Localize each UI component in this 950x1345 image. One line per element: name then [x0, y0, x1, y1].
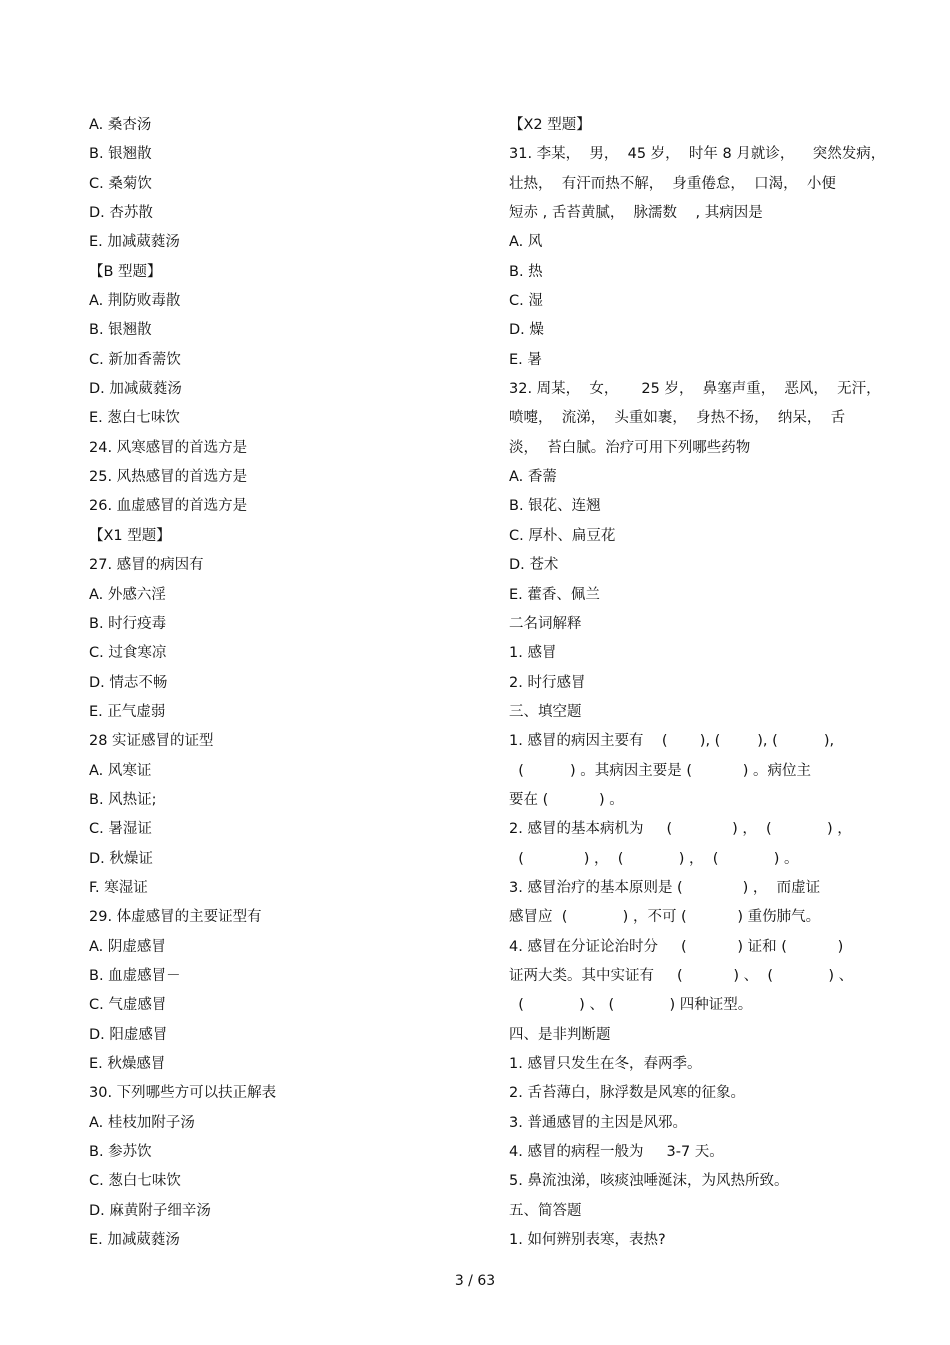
left-column-line: F. 寒湿证 — [89, 879, 148, 896]
right-column-line: 喷嚏， 流涕， 头重如裹， 身热不扬， 纳呆， 舌 — [509, 410, 846, 427]
left-column-line: E. 加减葳蕤汤 — [89, 1232, 180, 1249]
right-column-line: 31. 李某， 男， 45 岁， 时年 8 月就诊， 突然发病， — [509, 146, 886, 163]
left-column-line: E. 正气虚弱 — [89, 703, 166, 720]
left-column-line: 28 实证感冒的证型 — [89, 733, 214, 750]
left-column-line: A. 阴虚感冒 — [89, 938, 166, 955]
left-column-line: 【X1 型题】 — [89, 527, 171, 544]
right-column-line: 2. 舌苔薄白，脉浮数是风寒的征象。 — [509, 1085, 745, 1102]
right-column-line: 1. 感冒只发生在冬，春两季。 — [509, 1056, 702, 1072]
left-column-line: C. 暑湿证 — [89, 821, 152, 838]
left-column-line: D. 加减葳蕤汤 — [89, 381, 182, 398]
right-column-line: 5. 鼻流浊涕，咳痰浊唾涎沫，为风热所致。 — [509, 1173, 789, 1190]
right-column-line: 1. 如何辨别表寒，表热? — [509, 1232, 666, 1249]
left-column — [89, 114, 469, 1258]
left-column-line: 26. 血虚感冒的首选方是 — [89, 498, 248, 515]
right-column-line: 证两大类。其中实证有 ( ) 、 ( ) 、 — [509, 967, 854, 984]
right-column-line: ( ) ， ( ) ， ( ) 。 — [509, 850, 799, 867]
left-column-line: D. 麻黄附子细辛汤 — [89, 1202, 211, 1219]
right-column-line: 要在 ( ) 。 — [509, 791, 624, 808]
right-column-line: C. 厚朴、扁豆花 — [509, 527, 616, 544]
left-column-line: 24. 风寒感冒的首选方是 — [89, 439, 248, 456]
left-column-line: E. 葱白七味饮 — [89, 410, 180, 427]
right-column-line: E. 藿香、佩兰 — [509, 586, 600, 603]
left-column-line: D. 阳虚感冒 — [89, 1026, 168, 1043]
right-column-line: 【X2 型题】 — [509, 117, 591, 133]
right-column-line: E. 暑 — [509, 351, 542, 368]
right-column-line: B. 银花、连翘 — [509, 498, 601, 515]
left-column-line: B. 风热证; — [89, 791, 157, 808]
left-column-line: C. 葱白七味饮 — [89, 1173, 181, 1190]
right-column-line: B. 热 — [509, 263, 543, 280]
left-column-line: A. 荆防败毒散 — [89, 293, 181, 310]
left-column-line: B. 银翘散 — [89, 146, 152, 163]
left-column-line: A. 外感六淫 — [89, 586, 166, 603]
left-column-line: C. 新加香薷饮 — [89, 351, 181, 368]
left-column-line: A. 桂枝加附子汤 — [89, 1114, 195, 1131]
right-column-line: D. 燥 — [509, 322, 544, 339]
right-column-line: 4. 感冒的病程一般为 3-7 天。 — [509, 1144, 724, 1161]
left-column-line: 【B 型题】 — [89, 263, 162, 280]
left-column-line: E. 秋燥感冒 — [89, 1056, 166, 1072]
left-column-line: C. 桑菊饮 — [89, 175, 152, 192]
left-column-line: C. 过食寒凉 — [89, 645, 167, 662]
left-column-line: 25. 风热感冒的首选方是 — [89, 469, 248, 486]
right-column-line: A. 香薷 — [509, 469, 557, 486]
left-column-line: B. 银翘散 — [89, 322, 152, 339]
left-column-line: D. 秋燥证 — [89, 850, 153, 867]
right-column-line: 壮热， 有汗而热不解， 身重倦怠， 口渴， 小便 — [509, 175, 836, 192]
right-column-line: C. 湿 — [509, 293, 543, 310]
right-column-line: ( ) 、 ( ) 四种证型。 — [509, 997, 753, 1014]
right-column-line: 二名词解释 — [509, 615, 582, 632]
right-column-line: 三、填空题 — [509, 703, 582, 720]
right-column-line: ( ) 。其病因主要是 ( ) 。病位主 — [509, 762, 811, 779]
right-column-line: A. 风 — [509, 234, 543, 251]
right-column-line: 2. 感冒的基本病机为 ( ) ， ( ) ， — [509, 821, 852, 838]
left-column-line: B. 参苏饮 — [89, 1144, 152, 1161]
right-column-line: 五、简答题 — [509, 1202, 582, 1219]
right-column-line: 32. 周某， 女， 25 岁， 鼻塞声重， 恶风， 无汗， — [509, 381, 881, 398]
left-column-line: B. 血虚感冒－ — [89, 967, 181, 984]
left-column-line: 29. 体虚感冒的主要证型有 — [89, 909, 262, 926]
right-column-line: 四、是非判断题 — [509, 1026, 611, 1043]
right-column-line: 淡， 苔白腻。治疗可用下列哪些药物 — [509, 439, 751, 456]
right-column-line: 短赤 , 舌苔黄腻， 脉濡数 , 其病因是 — [509, 205, 763, 222]
left-column-line: D. 情志不畅 — [89, 674, 168, 691]
right-column-line: 3. 感冒治疗的基本原则是 ( ) ， 而虚证 — [509, 879, 821, 896]
right-column-line: 1. 感冒 — [509, 645, 557, 662]
left-column-line: E. 加减葳蕤汤 — [89, 234, 180, 251]
right-column-line: 2. 时行感冒 — [509, 674, 586, 691]
right-column — [509, 114, 886, 1258]
left-column-line: 30. 下列哪些方可以扶正解表 — [89, 1085, 277, 1102]
right-column-line: 4. 感冒在分证论治时分 ( ) 证和 ( ) — [509, 938, 844, 955]
left-column-line: A. 桑杏汤 — [89, 117, 152, 133]
right-column-line: 感冒应 ( ) ，不可 ( ) 重伤肺气。 — [509, 909, 821, 926]
right-column-line: 3. 普通感冒的主因是风邪。 — [509, 1114, 687, 1131]
left-column-line: B. 时行疫毒 — [89, 615, 167, 632]
right-column-line: 1. 感冒的病因主要有 ( ), ( ), ( ), — [509, 733, 835, 750]
left-column-line: D. 杏苏散 — [89, 205, 153, 222]
left-column-line: A. 风寒证 — [89, 762, 152, 779]
right-column-line: D. 苍术 — [509, 557, 559, 574]
left-column-line: 27. 感冒的病因有 — [89, 557, 204, 574]
left-column-line: C. 气虚感冒 — [89, 997, 167, 1014]
page-number: 3 / 63 — [454, 1273, 496, 1289]
